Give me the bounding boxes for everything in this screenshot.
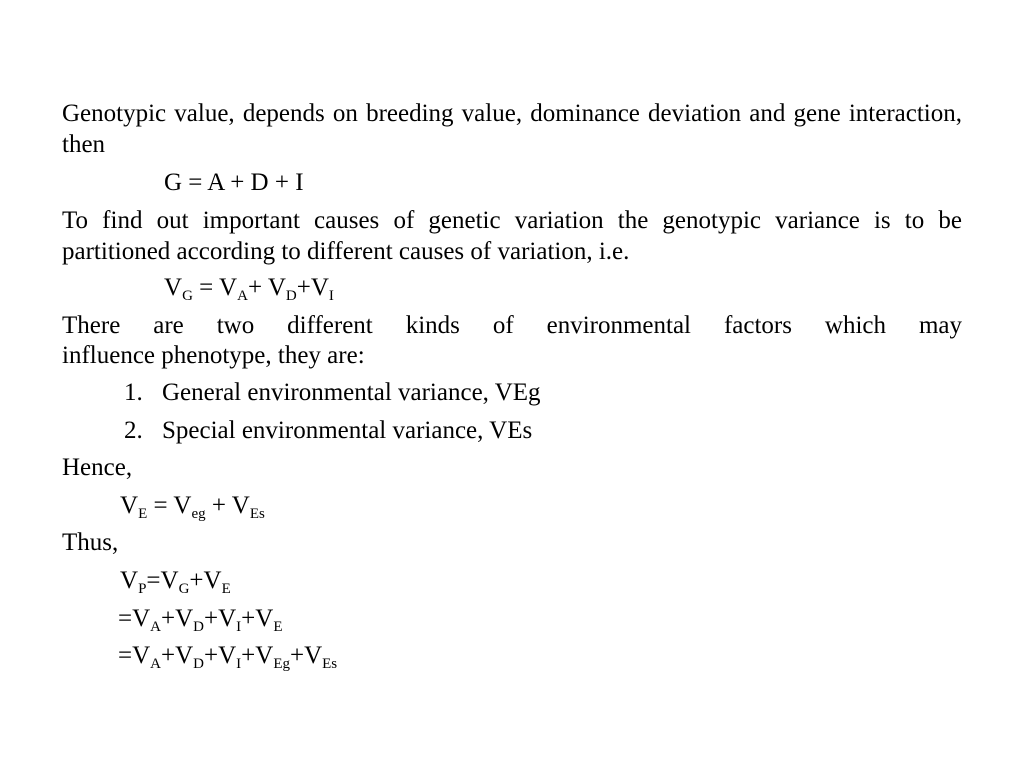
eq-subscript: E [138,506,148,522]
hence-label: Hence, [62,454,133,481]
equation-vp-3 [118,641,337,671]
eq-subscript: D [285,288,297,304]
eq-subscript: D [193,656,204,672]
list-item-number: 2. [124,417,143,444]
eq-text: +V [161,642,194,669]
eq-text: V [120,567,139,594]
eq-text: = V [192,274,238,301]
eq-text: +V [204,642,237,669]
eq-text: +V [241,642,274,669]
eq-subscript: I [328,288,334,304]
eq-text: + V [247,274,286,301]
eq-text: =V [118,605,151,632]
list-item [124,416,532,446]
eq-text: +V [289,642,323,669]
equation-ve [120,491,265,521]
eq-subscript: Eg [273,656,290,672]
equation-vg [164,273,334,303]
eq-text: +V [204,605,237,632]
eq-text: +V [241,605,274,632]
equation-vp-1 [120,566,231,596]
eq-text: + V [205,492,250,519]
list-item-text: General environmental variance, VEg [162,379,541,406]
eq-subscript: G [178,581,190,597]
eq-text: =V [146,567,179,594]
eq-text: +V [296,274,329,301]
eq-subscript: eg [191,506,206,522]
thus-label: Thus, [62,529,119,556]
eq-text: = V [147,492,192,519]
eq-subscript: P [138,581,147,597]
paragraph-environmental-factors-line2: influence phenotype, they are: [62,342,365,369]
eq-subscript: E [273,619,283,635]
eq-subscript: D [193,619,204,635]
eq-subscript: I [236,656,242,672]
eq-subscript: Es [322,656,338,672]
eq-subscript: A [150,656,161,672]
eq-subscript: Es [249,506,265,522]
eq-text: +V [189,567,222,594]
eq-subscript: A [150,619,161,635]
eq-text: =V [118,642,151,669]
equation-g: G = A + D + I [164,169,304,196]
list-item [124,378,541,408]
paragraph-genotypic-value: Genotypic value, depends on breeding value, dominance deviation and gene interaction, then [62,100,962,158]
equation-vp-2 [118,604,282,634]
eq-text: V [120,492,139,519]
eq-subscript: E [221,581,231,597]
eq-subscript: G [182,288,193,304]
eq-subscript: A [237,288,248,304]
eq-text: +V [161,605,194,632]
paragraph-genotypic-variance: To find out important causes of genetic variation the genotypic variance is to be partitioned according to different causes of variation, i.e. [62,207,962,265]
list-item-text: Special environmental variance, VEs [162,417,533,444]
paragraph-environmental-factors-line1: There are two different kinds of environmental factors which may [62,312,962,339]
eq-subscript: I [236,619,242,635]
eq-text: V [164,274,183,301]
list-item-number: 1. [124,379,143,406]
